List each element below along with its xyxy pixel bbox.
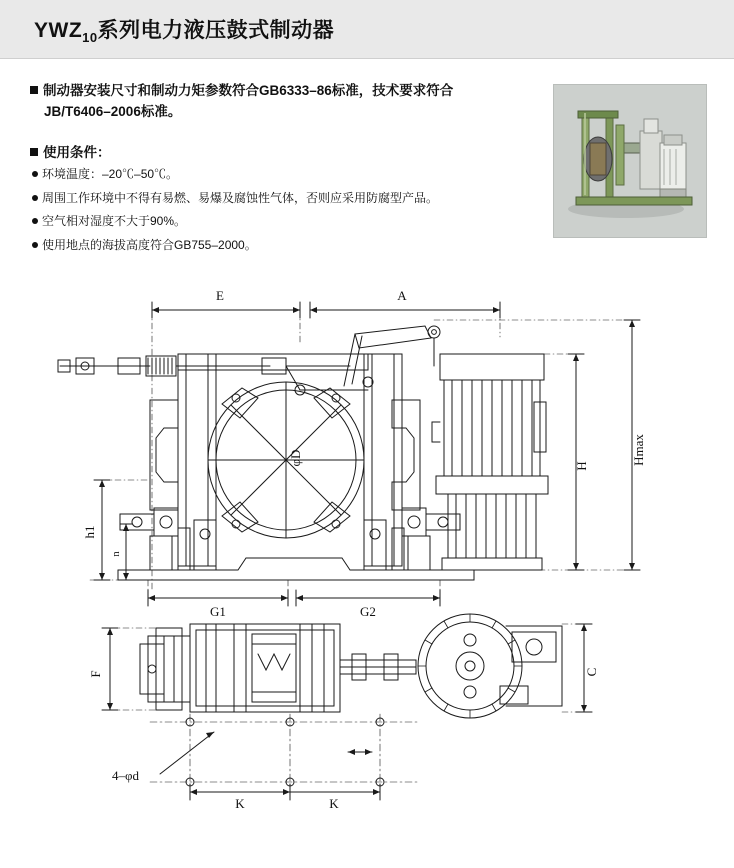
- page-title-rest: 系列电力液压鼓式制动器: [97, 19, 335, 42]
- condition-text: 空气相对湿度不大于90%。: [42, 214, 187, 228]
- dimension-label-A: A: [397, 288, 407, 303]
- dot-bullet-icon: [32, 195, 38, 201]
- condition-text: 使用地点的海拔高度符合GB755–2000。: [42, 237, 257, 252]
- standards-line-2: JB/T6406–2006标准。: [44, 104, 182, 119]
- page-title-main: YWZ: [34, 19, 83, 42]
- condition-text: 环境温度：–20℃–50℃。: [42, 167, 179, 181]
- conditions-heading: [30, 141, 540, 161]
- page-header: [0, 0, 734, 59]
- dimension-label-C: C: [584, 667, 599, 677]
- dimension-label-n: n: [111, 551, 122, 557]
- dimension-label-K2: K: [329, 796, 339, 811]
- standards-line-1: 制动器安装尺寸和制动力矩参数符合GB6333–86标准，技术要求符合: [43, 83, 454, 98]
- list-item: [30, 188, 540, 209]
- page-title-subscript: 10: [82, 30, 98, 46]
- dimension-label-E: E: [216, 288, 224, 303]
- list-item: [30, 211, 540, 232]
- standards-paragraph: [30, 80, 540, 122]
- list-item: [30, 164, 540, 185]
- condition-text: 周围工作环境中不得有易燃、易爆及腐蚀性气体，否则应采用防腐型产品。: [42, 190, 439, 205]
- dimension-label-G1: G1: [210, 604, 226, 619]
- page-title: [34, 14, 334, 45]
- technical-drawing: [0, 262, 734, 832]
- spec-text-block: [30, 80, 540, 255]
- square-bullet-icon: [30, 148, 38, 156]
- dot-bullet-icon: [32, 218, 38, 224]
- dimension-label-diameter-D: φD: [288, 449, 303, 467]
- square-bullet-icon: [30, 86, 38, 94]
- dimension-label-Hmax: Hmax: [631, 434, 646, 466]
- dot-bullet-icon: [32, 242, 38, 248]
- dot-bullet-icon: [32, 171, 38, 177]
- dimension-label-holes: 4–φd: [112, 768, 140, 783]
- dimension-label-K1: K: [235, 796, 245, 811]
- dimension-label-H: H: [574, 461, 589, 471]
- dimension-label-G2: G2: [360, 604, 376, 619]
- product-photo: [553, 84, 707, 238]
- dimension-label-F: F: [88, 670, 103, 678]
- list-item: [30, 235, 540, 256]
- dimension-label-h1: h1: [82, 525, 97, 539]
- conditions-heading-label: 使用条件：: [43, 145, 111, 160]
